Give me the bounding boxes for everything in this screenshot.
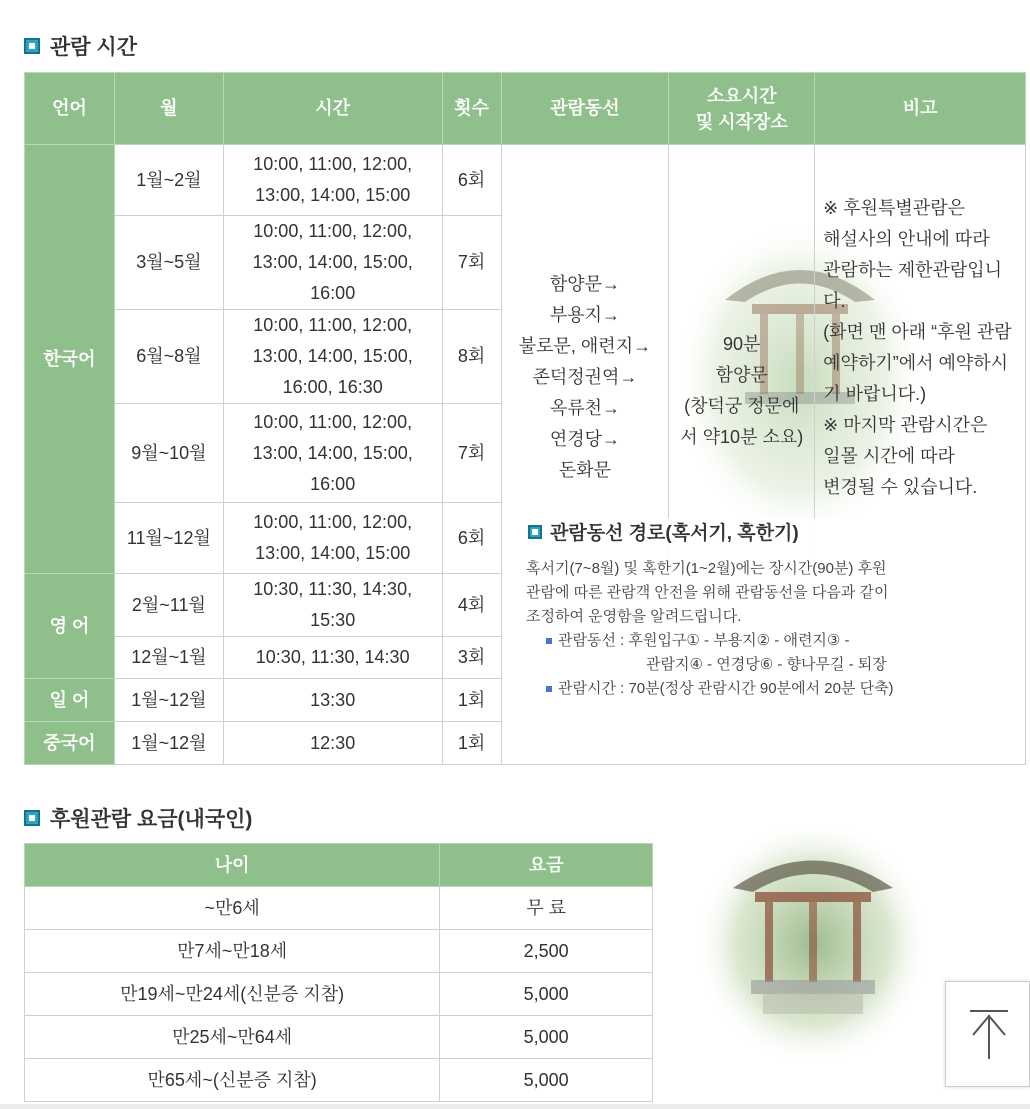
age-cell: ~만6세 [25, 887, 440, 930]
time-cell: 10:30, 11:30, 14:30, 15:30 [223, 574, 442, 637]
lang-japanese: 일 어 [25, 679, 115, 722]
header-age: 나이 [25, 844, 440, 887]
count-cell: 8회 [442, 310, 501, 404]
time-cell: 12:30 [223, 722, 442, 765]
route-notice-line: 관람에 따른 관람객 안전을 위해 관람동선을 다음과 같이 [526, 584, 889, 601]
count-cell: 4회 [442, 574, 501, 637]
bottom-divider [0, 1104, 1030, 1109]
count-cell: 7회 [442, 404, 501, 503]
month-cell: 1월~2월 [114, 145, 223, 216]
square-bullet-icon [528, 525, 542, 539]
square-bullet-icon [24, 38, 40, 54]
time-bullet: 관람시간 : 70분(정상 관람시간 90분에서 20분 단축) [516, 677, 1021, 701]
age-cell: 만7세~만18세 [25, 930, 440, 973]
route-cell: 함양문→ 부용지→ 불로문, 애련지→ 존덕정권역→ 옥류천→ 연경당→ 돈화문 [501, 145, 669, 574]
header-fee: 요금 [440, 844, 653, 887]
lang-english: 영 어 [25, 574, 115, 679]
header-time: 시간 [223, 73, 442, 145]
header-count: 횟수 [442, 73, 501, 145]
fees-table [24, 843, 653, 1102]
hours-title-text: 관람 시간 [50, 36, 137, 59]
header-month: 월 [114, 73, 223, 145]
time-cell: 10:00, 11:00, 12:00, 13:00, 14:00, 15:00, 16:00 [223, 216, 442, 310]
bullet-square-icon [546, 686, 552, 692]
lang-korean: 한국어 [25, 145, 115, 574]
fee-cell: 2,500 [440, 930, 653, 973]
hours-section-title [24, 31, 137, 61]
count-cell: 6회 [442, 145, 501, 216]
fees-section-title [24, 803, 252, 833]
month-cell: 2월~11월 [114, 574, 223, 637]
duration-cell: 90분 함양문 (창덕궁 정문에 서 약10분 소요) [669, 145, 815, 574]
scroll-top-button[interactable] [945, 981, 1030, 1087]
count-cell: 3회 [442, 637, 501, 679]
route-bullet: 관람동선 : 후원입구① - 부용지② - 애련지③ - [516, 629, 1021, 653]
fee-cell: 5,000 [440, 1059, 653, 1102]
month-cell: 1월~12월 [114, 679, 223, 722]
header-language: 언어 [25, 73, 115, 145]
route-notice-title: 관람동선 경로(혹서기, 혹한기) [528, 518, 1021, 545]
fees-title-text: 후원관람 요금(내국인) [50, 808, 253, 831]
month-cell: 9월~10월 [114, 404, 223, 503]
route-notice-line: 조정하여 운영함을 알려드립니다. [526, 608, 742, 625]
header-duration: 소요시간 및 시작장소 [669, 73, 815, 145]
count-cell: 1회 [442, 679, 501, 722]
time-cell: 10:30, 11:30, 14:30 [223, 637, 442, 679]
time-cell: 13:30 [223, 679, 442, 722]
fee-cell: 5,000 [440, 973, 653, 1016]
arrow-up-icon [946, 982, 1030, 1088]
route-notice-line: 혹서기(7~8월) 및 혹한기(1~2월)에는 장시간(90분) 후원 [526, 560, 887, 577]
month-cell: 11월~12월 [114, 503, 223, 574]
header-note: 비고 [815, 73, 1026, 145]
route-notice [516, 518, 1021, 701]
fee-cell: 5,000 [440, 1016, 653, 1059]
age-cell: 만19세~만24세(신분증 지참) [25, 973, 440, 1016]
square-bullet-icon [24, 810, 40, 826]
month-cell: 1월~12월 [114, 722, 223, 765]
month-cell: 6월~8월 [114, 310, 223, 404]
month-cell: 12월~1월 [114, 637, 223, 679]
note-cell: ※ 후원특별관람은 해설사의 안내에 따라 관람하는 제한관람입니 다. (화면 맨 아래 “후원 관람 예약하기”에서 예약하시 기 바랍니다.) ※ 마지막 관람시간은 일몰 시간에 따라 변경될 수 있습니다. [815, 145, 1026, 574]
count-cell: 6회 [442, 503, 501, 574]
age-cell: 만25세~만64세 [25, 1016, 440, 1059]
count-cell: 7회 [442, 216, 501, 310]
time-cell: 10:00, 11:00, 12:00, 13:00, 14:00, 15:00, 16:00 [223, 404, 442, 503]
time-cell: 10:00, 11:00, 12:00, 13:00, 14:00, 15:00 [223, 145, 442, 216]
time-cell: 10:00, 11:00, 12:00, 13:00, 14:00, 15:00 [223, 503, 442, 574]
month-cell: 3월~5월 [114, 216, 223, 310]
route-bullet-cont: 관람지④ - 연경당⑥ - 향나무길 - 퇴장 [646, 656, 887, 673]
lang-chinese: 중국어 [25, 722, 115, 765]
count-cell: 1회 [442, 722, 501, 765]
age-cell: 만65세~(신분증 지참) [25, 1059, 440, 1102]
fee-cell: 무 료 [440, 887, 653, 930]
header-route: 관람동선 [501, 73, 669, 145]
time-cell: 10:00, 11:00, 12:00, 13:00, 14:00, 15:00, 16:00, 16:30 [223, 310, 442, 404]
bullet-square-icon [546, 638, 552, 644]
pavilion-photo [693, 818, 933, 1068]
